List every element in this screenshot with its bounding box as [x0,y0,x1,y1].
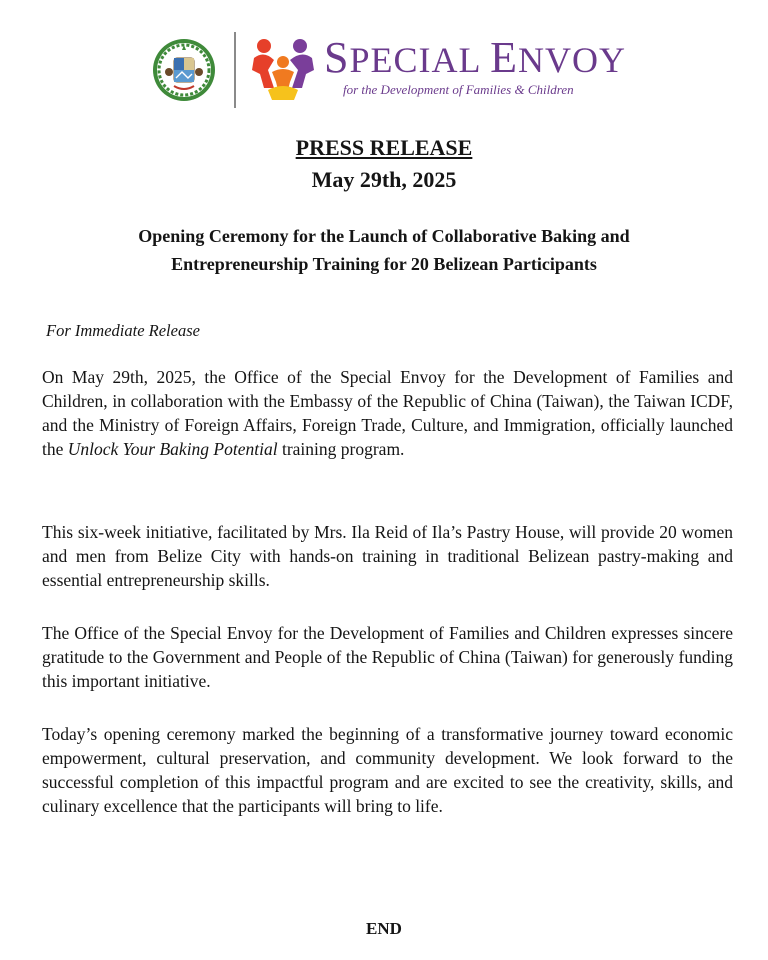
paragraph-2: This six-week initiative, facilitated by Mrs. Ila Reid of Ila’s Pastry House, will provide 20 women and men from Belize City with hands-on training in traditional Belizean pastry-making and essential entrepreneurship skills. [42,522,733,590]
paragraph-1 [42,365,733,461]
program-name: Unlock Your Baking Potential [67,439,278,459]
end-mark: END [366,919,402,938]
headline-line-2: Entrepreneurship Training for 20 Belizean Participants [171,254,597,274]
org-name-initial-s: S [324,33,350,82]
press-release-title: PRESS RELEASE [295,135,473,160]
paragraph-4: Today’s opening ceremony marked the beginning of a transformative journey toward economic empowerment, cultural preservation, and community development. We look forward to the successful completion of this impactful program and are excited to see the creativity, skills, and culinary excellence that the participants will bring to life. [42,724,733,816]
org-name-rest-1: PECIAL [349,40,491,80]
letterhead [148,30,638,110]
org-name [324,33,627,82]
paragraph-1-end: training program. [277,439,405,459]
headline-line-1: Opening Ceremony for the Launch of Collaborative Baking and [138,226,630,246]
press-release-date: May 29th, 2025 [311,167,457,192]
family-figures-icon [250,36,316,102]
paragraph-1-text: On May 29th, 2025, the Office of the Special Envoy for the Development of Families and Children, in collaboration with the Embassy of the Republic of China (Taiwan), the Taiwan ICDF, and the Ministry of Foreign Affairs, Foreign Trade, Culture, and Immigration, officially launched the [42,367,733,459]
release-note: For Immediate Release [46,321,200,340]
belize-seal-icon [152,38,216,102]
paragraph-3: The Office of the Special Envoy for the Development of Families and Children expresses sincere gratitude to the Government and People of the Republic of China (Taiwan) for generously funding this important initiative. [42,623,733,691]
org-name-rest-2: NVOY [518,40,627,80]
headline [60,222,708,278]
org-name-initial-e: E [490,33,519,82]
letterhead-divider [234,32,236,108]
org-tagline: for the Development of Families & Children [343,82,574,97]
